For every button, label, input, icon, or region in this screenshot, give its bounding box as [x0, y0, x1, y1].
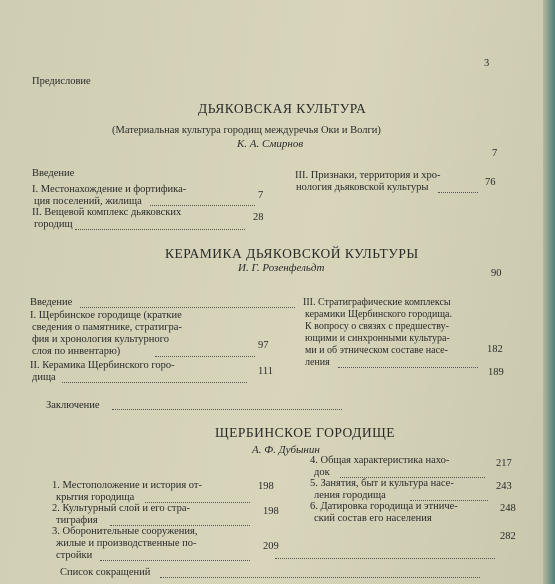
preface-page: 3 [484, 58, 490, 69]
section2-page: 90 [491, 268, 502, 279]
abbreviations-label: Список сокращений [60, 567, 151, 578]
s3-right-1-line-1: ления городища [314, 490, 386, 501]
s2-left-0-page: 97 [258, 340, 269, 351]
s3-right-1-page: 243 [496, 481, 512, 492]
s3-right-1-line-0: 5. Занятия, быт и культура насе- [310, 478, 454, 489]
leader-dots [275, 558, 495, 559]
leader-dots [112, 409, 342, 410]
s2-left-0-line-3: слоя по инвентарю) [32, 346, 121, 357]
s2-left-1-line-0: II. Керамика Щербинского горо- [30, 360, 175, 371]
section3-title: ЩЕРБИНСКОЕ ГОРОДИЩЕ [215, 425, 395, 440]
section1-page: 7 [492, 148, 498, 159]
s2-right-0-line-3: ющими и синхронными культура- [305, 333, 450, 344]
page-edge-shadow [543, 0, 555, 584]
s2-right-0-line-1: керамики Щербинского городища. [305, 309, 452, 320]
section2-intro: Введение [30, 297, 73, 308]
s2-right-0-page: 182 [487, 344, 503, 355]
preface-label: Предисловие [32, 76, 91, 87]
s3-left-1-line-0: 2. Культурный слой и его стра- [52, 503, 191, 514]
s3-left-1-page: 198 [263, 506, 279, 517]
s2-left-0-line-1: сведения о памятнике, стратигра- [32, 322, 182, 333]
s1-left-0-page: 7 [258, 190, 264, 201]
s3-left-2-line-0: 3. Оборонительные сооружения, [52, 526, 198, 537]
s2-right-0-line-4: ми и об этническом составе насе- [305, 345, 448, 356]
s3-end-page: 282 [500, 531, 516, 542]
s1-left-1-line-0: II. Вещевой комплекс дьяковских [32, 207, 182, 218]
leader-dots [100, 560, 250, 561]
s1-right-0-line-1: нология дьяковской культуры [296, 182, 429, 193]
section1-title: ДЬЯКОВСКАЯ КУЛЬТУРА [198, 101, 367, 116]
s3-left-0-line-0: 1. Местоположение и история от- [52, 480, 202, 491]
s2-right-0-line-5: ления [305, 357, 330, 368]
s3-left-1-line-1: тиграфия [56, 515, 98, 526]
s2-left-0-line-0: I. Щербинское городище (краткие [30, 310, 182, 321]
s3-right-0-line-0: 4. Общая характеристика нахо- [310, 455, 450, 466]
leader-dots [150, 205, 255, 206]
s3-left-2-line-2: стройки [56, 550, 93, 561]
s3-left-2-page: 209 [263, 541, 279, 552]
s2-left-1-line-1: дища [32, 372, 56, 383]
s3-right-2-line-1: ский состав его населения [314, 513, 432, 524]
s3-right-0-page: 217 [496, 458, 512, 469]
s3-right-2-line-0: 6. Датировка городища и этниче- [310, 501, 458, 512]
s3-left-0-line-1: крытия городища [56, 492, 135, 503]
s3-right-2-page: 248 [500, 503, 516, 514]
section2-conclusion: Заключение [46, 400, 100, 411]
conclusion-page: 189 [488, 367, 504, 378]
leader-dots [80, 307, 295, 308]
s2-right-0-line-2: К вопросу о связях с предшеству- [305, 321, 449, 332]
section2-author: И. Г. Розенфельдт [238, 262, 325, 274]
s3-left-2-line-1: жилые и производственные по- [56, 538, 197, 549]
leader-dots [75, 229, 245, 230]
leader-dots [438, 192, 478, 193]
s1-right-0-page: 76 [485, 177, 496, 188]
section3-author: А. Ф. Дубынин [252, 444, 320, 456]
section2-title: КЕРАМИКА ДЬЯКОВСКОЙ КУЛЬТУРЫ [165, 246, 419, 261]
section1-intro: Введение [32, 168, 75, 179]
s2-left-0-line-2: фия и хронология культурного [32, 334, 169, 345]
s2-left-1-page: 111 [258, 366, 273, 377]
s3-right-0-line-1: док [314, 467, 330, 478]
s1-left-1-page: 28 [253, 212, 264, 223]
leader-dots [62, 382, 247, 383]
s3-left-0-page: 198 [258, 481, 274, 492]
s1-left-0-line-0: I. Местонахождение и фортифика- [32, 184, 187, 195]
s1-left-0-line-1: ция поселений, жилища [34, 196, 142, 207]
leader-dots [155, 356, 255, 357]
s2-right-0-line-0: III. Стратиграфические комплексы [303, 297, 451, 308]
section1-author: К. А. Смирнов [237, 138, 304, 150]
s1-right-0-line-0: III. Признаки, территория и хро- [295, 170, 441, 181]
section1-subtitle: (Материальная культура городищ междуречья Оки и Волги) [112, 125, 381, 136]
s1-left-1-line-1: городищ [34, 219, 73, 230]
leader-dots [160, 577, 480, 578]
leader-dots [338, 367, 478, 368]
